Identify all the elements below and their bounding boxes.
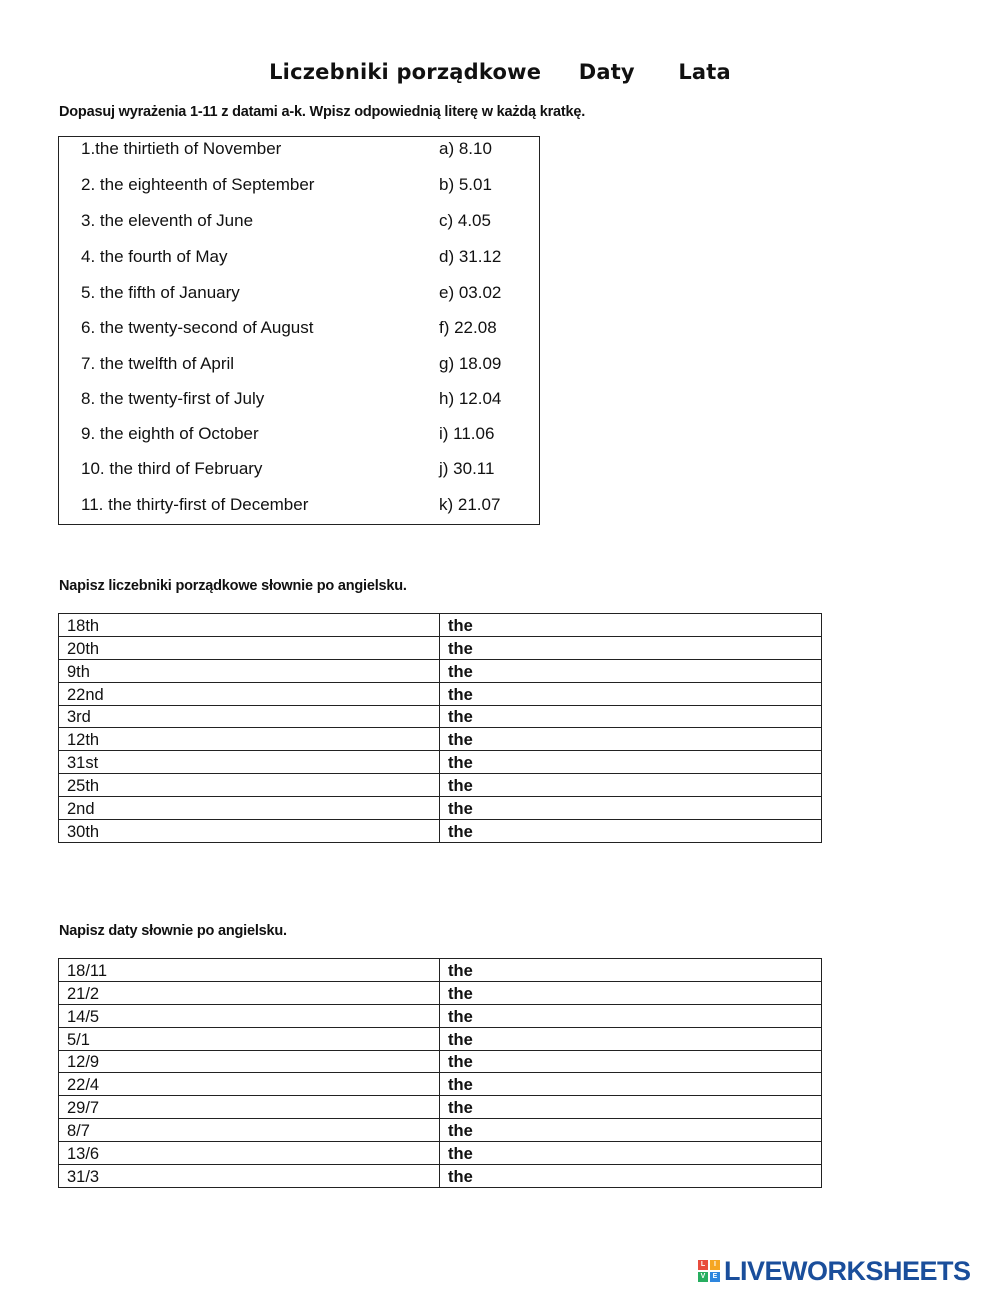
section2-instruction: Napisz liczebniki porządkowe słownie po angielsku.: [59, 578, 407, 594]
match-expression: 1.the thirtieth of November: [81, 139, 282, 158]
answer-field[interactable]: the: [440, 1142, 822, 1165]
date-cell: 31/3: [59, 1165, 440, 1188]
match-row: [59, 389, 539, 409]
logo-text: LIVEWORKSHEETS: [724, 1255, 971, 1286]
table-row: [59, 981, 822, 1004]
match-date-option: k) 21.07: [439, 495, 501, 514]
match-row: [59, 318, 539, 338]
match-expression: 10. the third of February: [81, 459, 263, 478]
date-cell: 18/11: [59, 959, 440, 982]
matching-exercise-box: [58, 136, 540, 525]
match-expression: 9. the eighth of October: [81, 424, 259, 443]
ordinals-table: [58, 613, 822, 843]
table-row: [59, 636, 822, 659]
match-row: [59, 354, 539, 374]
date-cell: 29/7: [59, 1096, 440, 1119]
match-date-option: j) 30.11: [439, 459, 495, 478]
match-date-option: f) 22.08: [439, 318, 497, 337]
match-row: [59, 139, 539, 159]
date-cell: 14/5: [59, 1004, 440, 1027]
logo-block-icon: I: [710, 1260, 720, 1270]
answer-field[interactable]: the: [440, 705, 822, 728]
answer-field[interactable]: the: [440, 1165, 822, 1188]
match-row: [59, 283, 539, 303]
logo-block-icon: E: [710, 1272, 720, 1282]
logo-block-icon: V: [698, 1272, 708, 1282]
title-part-dates: Daty: [578, 60, 635, 84]
ordinal-number-cell: 18th: [59, 614, 440, 637]
table-row: [59, 682, 822, 705]
answer-field[interactable]: the: [440, 1073, 822, 1096]
match-date-option: h) 12.04: [439, 389, 502, 408]
ordinal-number-cell: 30th: [59, 820, 440, 843]
answer-field[interactable]: the: [440, 636, 822, 659]
table-row: [59, 614, 822, 637]
answer-field[interactable]: the: [440, 1050, 822, 1073]
match-expression: 3. the eleventh of June: [81, 211, 254, 230]
answer-field[interactable]: the: [440, 797, 822, 820]
match-date-option: c) 4.05: [439, 211, 491, 230]
match-row: [59, 459, 539, 479]
table-row: [59, 1096, 822, 1119]
match-row: [59, 495, 539, 515]
table-row: [59, 751, 822, 774]
answer-field[interactable]: the: [440, 981, 822, 1004]
ordinal-number-cell: 20th: [59, 636, 440, 659]
answer-field[interactable]: the: [440, 774, 822, 797]
answer-field[interactable]: the: [440, 1004, 822, 1027]
ordinal-number-cell: 3rd: [59, 705, 440, 728]
liveworksheets-logo: [698, 1256, 971, 1286]
match-date-option: g) 18.09: [439, 354, 502, 373]
logo-block-icon: L: [698, 1260, 708, 1270]
logo-blocks-icon: [698, 1260, 720, 1282]
ordinal-number-cell: 2nd: [59, 797, 440, 820]
worksheet-title: [0, 60, 1000, 84]
title-part-ordinals: Liczebniki porządkowe: [269, 60, 542, 84]
answer-field[interactable]: the: [440, 1027, 822, 1050]
table-row: [59, 659, 822, 682]
table-row: [59, 1142, 822, 1165]
match-date-option: b) 5.01: [439, 175, 492, 194]
ordinal-number-cell: 12th: [59, 728, 440, 751]
title-part-years: Lata: [678, 60, 731, 84]
answer-field[interactable]: the: [440, 820, 822, 843]
table-row: [59, 1004, 822, 1027]
table-row: [59, 820, 822, 843]
section3-instruction: Napisz daty słownie po angielsku.: [59, 923, 287, 939]
match-date-option: a) 8.10: [439, 139, 492, 158]
match-expression: 4. the fourth of May: [81, 247, 228, 266]
table-row: [59, 1165, 822, 1188]
date-cell: 5/1: [59, 1027, 440, 1050]
date-cell: 22/4: [59, 1073, 440, 1096]
ordinal-number-cell: 9th: [59, 659, 440, 682]
match-date-option: i) 11.06: [439, 424, 495, 443]
match-date-option: e) 03.02: [439, 283, 502, 302]
answer-field[interactable]: the: [440, 728, 822, 751]
table-row: [59, 959, 822, 982]
section1-instruction: Dopasuj wyrażenia 1-11 z datami a-k. Wpisz odpowiednią literę w każdą kratkę.: [59, 104, 586, 120]
answer-field[interactable]: the: [440, 1119, 822, 1142]
ordinal-number-cell: 31st: [59, 751, 440, 774]
match-expression: 2. the eighteenth of September: [81, 175, 315, 194]
match-expression: 8. the twenty-first of July: [81, 389, 265, 408]
ordinal-number-cell: 22nd: [59, 682, 440, 705]
match-expression: 7. the twelfth of April: [81, 354, 235, 373]
ordinal-number-cell: 25th: [59, 774, 440, 797]
table-row: [59, 1119, 822, 1142]
table-row: [59, 705, 822, 728]
date-cell: 21/2: [59, 981, 440, 1004]
match-row: [59, 175, 539, 195]
date-cell: 12/9: [59, 1050, 440, 1073]
match-row: [59, 247, 539, 267]
answer-field[interactable]: the: [440, 1096, 822, 1119]
match-row: [59, 424, 539, 444]
match-expression: 6. the twenty-second of August: [81, 318, 314, 337]
table-row: [59, 774, 822, 797]
answer-field[interactable]: the: [440, 682, 822, 705]
table-row: [59, 1027, 822, 1050]
answer-field[interactable]: the: [440, 659, 822, 682]
table-row: [59, 797, 822, 820]
match-expression: 5. the fifth of January: [81, 283, 240, 302]
date-cell: 8/7: [59, 1119, 440, 1142]
date-cell: 13/6: [59, 1142, 440, 1165]
table-row: [59, 728, 822, 751]
match-row: [59, 211, 539, 231]
answer-field[interactable]: the: [440, 959, 822, 982]
table-row: [59, 1050, 822, 1073]
answer-field[interactable]: the: [440, 751, 822, 774]
match-date-option: d) 31.12: [439, 247, 502, 266]
table-row: [59, 1073, 822, 1096]
answer-field[interactable]: the: [440, 614, 822, 637]
match-expression: 11. the thirty-first of December: [81, 495, 309, 514]
dates-table: [58, 958, 822, 1188]
